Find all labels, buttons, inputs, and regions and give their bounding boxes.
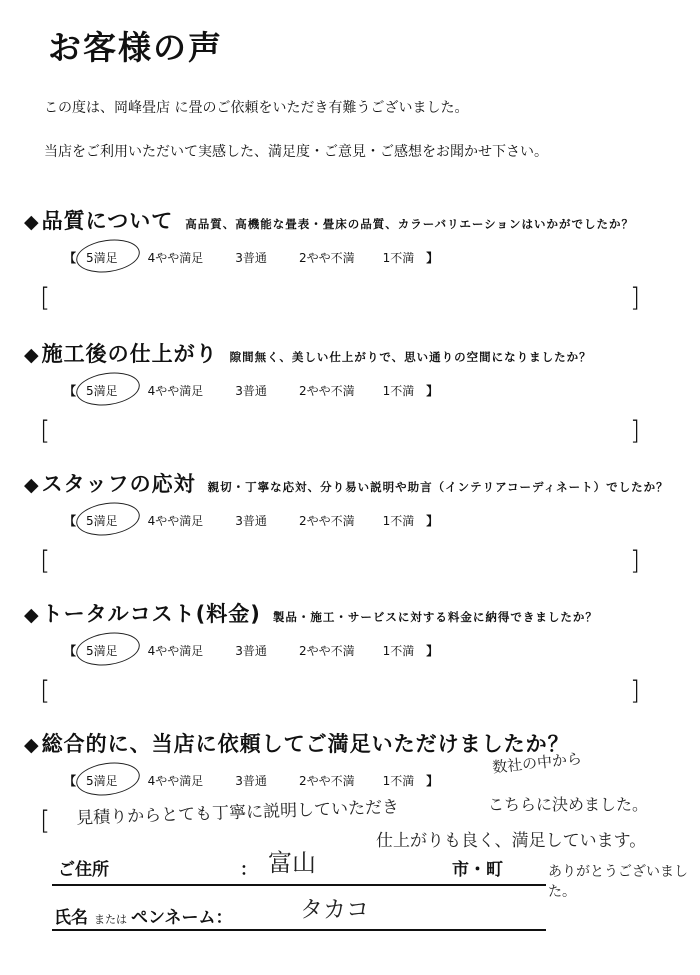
section-question: 隙間無く、美しい仕上がりで、思い通りの空間になりましたか？ bbox=[229, 350, 592, 364]
rating-bracket-open: 【 bbox=[64, 251, 77, 265]
rating-option[interactable]: 1不満 bbox=[382, 514, 415, 528]
intro-line-1: この度は、岡峰畳店 に畳のご依頼をいただき有難うございました。 bbox=[44, 100, 469, 116]
selected-circle-mark bbox=[74, 499, 142, 540]
rating-bracket-open: 【 bbox=[64, 644, 77, 658]
section-heading-5: ◆総合的に、当店に依頼してご満足いただけましたか？ bbox=[24, 732, 570, 756]
rating-option[interactable]: 2やや不満 bbox=[298, 251, 355, 265]
rating-row-4 bbox=[64, 642, 438, 659]
rating-option[interactable]: 3普通 bbox=[235, 384, 267, 398]
name-or-label: または bbox=[94, 913, 127, 926]
selected-circle-mark bbox=[74, 369, 142, 410]
selected-circle-mark bbox=[74, 236, 142, 277]
rating-row-5 bbox=[64, 772, 438, 789]
diamond-icon: ◆ bbox=[24, 604, 40, 626]
rating-option[interactable]: 5満足 bbox=[86, 512, 118, 529]
rating-option[interactable]: 3普通 bbox=[235, 514, 267, 528]
rating-option[interactable]: 3普通 bbox=[235, 251, 267, 265]
selected-circle-mark bbox=[74, 629, 142, 670]
section-heading-3: ◆スタッフの応対 親切・丁寧な応対、分り易い説明や助言（インテリアコーディネート）でしたか？ bbox=[24, 472, 669, 496]
comment-bracket-close: ] bbox=[630, 283, 641, 313]
rating-row-1 bbox=[64, 249, 438, 266]
rating-option[interactable]: 1不満 bbox=[382, 384, 415, 398]
comment-bracket-open: [ bbox=[40, 676, 51, 706]
section-question: 高品質、高機能な畳表・畳床の品質、カラーバリエーションはいかがでしたか？ bbox=[185, 217, 634, 231]
diamond-icon: ◆ bbox=[24, 211, 40, 233]
rating-bracket-open: 【 bbox=[64, 384, 77, 398]
section-question: 親切・丁寧な応対、分り易い説明や助言（インテリアコーディネート）でしたか？ bbox=[207, 480, 669, 494]
name-label: 氏名 または ペンネーム： bbox=[54, 908, 233, 928]
section-heading-4: ◆トータルコスト(料金) 製品・施工・サービスに対する料金に納得できましたか？ bbox=[24, 602, 598, 626]
diamond-icon: ◆ bbox=[24, 344, 40, 366]
handwritten-comment-line-2: 仕上がりも良く、満足しています。 bbox=[376, 831, 647, 851]
rating-option[interactable]: 2やや不満 bbox=[298, 514, 355, 528]
handwritten-comment-line-1: 見積りからとても丁寧に説明していただき bbox=[75, 797, 400, 829]
rating-bracket-close: 】 bbox=[426, 644, 439, 658]
rating-bracket-close: 】 bbox=[426, 514, 439, 528]
section-heading-2: ◆施工後の仕上がり 隙間無く、美しい仕上がりで、思い通りの空間になりましたか？ bbox=[24, 342, 592, 366]
rating-option[interactable]: 5満足 bbox=[86, 772, 118, 789]
address-colon: ： bbox=[240, 860, 257, 880]
address-value: 富山 bbox=[268, 849, 316, 877]
rating-option[interactable]: 5満足 bbox=[86, 249, 118, 266]
address-city-suffix: 市・町 bbox=[452, 860, 503, 880]
rating-option[interactable]: 4やや満足 bbox=[147, 384, 204, 398]
comment-bracket-open: [ bbox=[40, 283, 51, 313]
handwritten-comment-line-1b: こちらに決めました。 bbox=[488, 795, 649, 814]
page-title: お客様の声 bbox=[48, 28, 223, 67]
rating-option[interactable]: 4やや満足 bbox=[147, 251, 204, 265]
address-underline bbox=[52, 884, 546, 886]
diamond-icon: ◆ bbox=[24, 474, 40, 496]
rating-bracket-close: 】 bbox=[426, 774, 439, 788]
rating-option[interactable]: 4やや満足 bbox=[147, 774, 204, 788]
comment-bracket-close: ] bbox=[630, 676, 641, 706]
selected-circle-mark bbox=[74, 759, 142, 800]
rating-option[interactable]: 5満足 bbox=[86, 382, 118, 399]
name-value: タカコ bbox=[300, 897, 369, 923]
rating-option[interactable]: 4やや満足 bbox=[147, 644, 204, 658]
rating-option[interactable]: 1不満 bbox=[382, 644, 415, 658]
rating-option[interactable]: 5満足 bbox=[86, 642, 118, 659]
rating-bracket-close: 】 bbox=[426, 384, 439, 398]
section-heading-1: ◆品質について 高品質、高機能な畳表・畳床の品質、カラーバリエーションはいかがでしたか？ bbox=[24, 209, 634, 233]
rating-option[interactable]: 3普通 bbox=[235, 774, 267, 788]
address-label: ご住所 bbox=[58, 860, 109, 880]
rating-option[interactable]: 4やや満足 bbox=[147, 514, 204, 528]
rating-option[interactable]: 2やや不満 bbox=[298, 644, 355, 658]
rating-option[interactable]: 2やや不満 bbox=[298, 774, 355, 788]
name-pen-label: ペンネーム： bbox=[131, 908, 233, 928]
name-underline bbox=[52, 929, 546, 931]
handwritten-comment-above: 数社の中から bbox=[491, 749, 583, 777]
rating-bracket-close: 】 bbox=[426, 251, 439, 265]
comment-bracket-open: [ bbox=[40, 546, 51, 576]
section-question: 製品・施工・サービスに対する料金に納得できましたか？ bbox=[272, 610, 598, 624]
comment-bracket-close: ] bbox=[630, 416, 641, 446]
rating-option[interactable]: 3普通 bbox=[235, 644, 267, 658]
comment-bracket-open: [ bbox=[40, 416, 51, 446]
rating-row-3 bbox=[64, 512, 438, 529]
rating-option[interactable]: 1不満 bbox=[382, 251, 415, 265]
comment-bracket-open: [ bbox=[40, 806, 51, 836]
rating-row-2 bbox=[64, 382, 438, 399]
rating-bracket-open: 【 bbox=[64, 514, 77, 528]
handwritten-comment-line-3: ありがとうございました。 bbox=[548, 864, 688, 900]
comment-bracket-close: ] bbox=[630, 546, 641, 576]
rating-bracket-open: 【 bbox=[64, 774, 77, 788]
rating-option[interactable]: 1不満 bbox=[382, 774, 415, 788]
rating-option[interactable]: 2やや不満 bbox=[298, 384, 355, 398]
intro-line-2: 当店をご利用いただいて実感した、満足度・ご意見・ご感想をお聞かせ下さい。 bbox=[44, 144, 548, 160]
diamond-icon: ◆ bbox=[24, 734, 40, 756]
